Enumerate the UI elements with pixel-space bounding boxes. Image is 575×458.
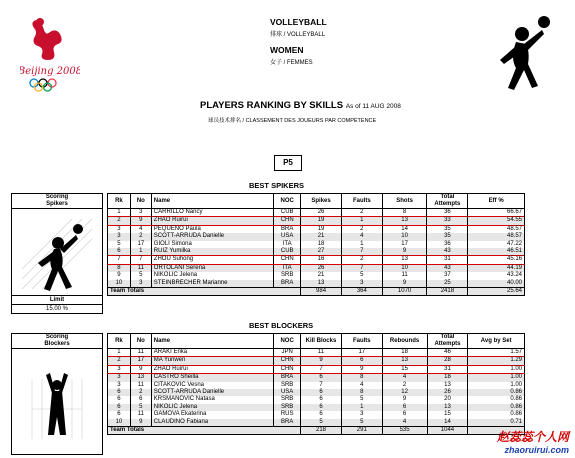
- cell-e: 1.57: [468, 349, 525, 357]
- table-row: [108, 404, 525, 411]
- blockers-side-panel: [11, 333, 103, 455]
- cell-c: 6: [382, 411, 427, 418]
- limit-value: 15.00 %: [12, 304, 102, 313]
- blocker-figure: [12, 349, 102, 453]
- cell-e: 0.86: [468, 404, 525, 411]
- col-spikes: Spikes: [301, 194, 342, 209]
- blockers-side-header: [12, 334, 102, 349]
- cell-a: 26: [301, 264, 342, 272]
- cell-name: GIOLI Simona: [151, 241, 273, 248]
- cell-no: 13: [130, 374, 151, 382]
- table-row: [108, 382, 525, 389]
- col-rebounds: Rebounds: [382, 334, 427, 349]
- cell-name: MA Yunwen: [151, 357, 273, 365]
- cell-b: 5: [341, 272, 382, 279]
- cell-noc: SRB: [274, 404, 301, 411]
- table-row: [108, 280, 525, 288]
- col-kill-blocks: Kill Blocks: [301, 334, 342, 349]
- col-noc: NOC: [274, 334, 301, 349]
- cell-name: STEINBRECHER Marianne: [151, 280, 273, 288]
- cell-d: 25: [427, 280, 468, 288]
- cell-c: 17: [382, 241, 427, 248]
- cell-c: 10: [382, 233, 427, 240]
- col-total-attempts: Total Attempts: [427, 194, 468, 209]
- cell-d: 43: [427, 248, 468, 256]
- as-of-date: As of 11 AUG 2008: [345, 103, 401, 110]
- cell-a: 19: [301, 217, 342, 225]
- col-noc: NOC: [274, 194, 301, 209]
- cell-no: 9: [130, 217, 151, 225]
- total-b: 291: [341, 427, 382, 435]
- spiker-icon: [12, 209, 100, 295]
- cell-a: 7: [301, 365, 342, 373]
- table-row: [108, 411, 525, 418]
- cell-b: 2: [341, 209, 382, 217]
- cell-no: 17: [130, 241, 151, 248]
- cell-d: 33: [427, 217, 468, 225]
- cell-d: 26: [427, 389, 468, 396]
- cell-b: 3: [341, 280, 382, 288]
- cell-no: 11: [130, 349, 151, 357]
- cell-no: 1: [130, 248, 151, 256]
- cell-b: 7: [341, 264, 382, 272]
- cell-no: 11: [130, 411, 151, 418]
- cell-name: KRSMANOVIC Natasa: [151, 396, 273, 403]
- cell-rk: 6: [108, 389, 131, 396]
- cell-b: 8: [341, 374, 382, 382]
- cell-c: 13: [382, 217, 427, 225]
- total-d: 2418: [427, 288, 468, 296]
- cell-rk: 6: [108, 396, 131, 403]
- cell-c: 13: [382, 357, 427, 365]
- cell-no: 2: [130, 389, 151, 396]
- col-no: No: [130, 194, 151, 209]
- cell-rk: 6: [108, 248, 131, 256]
- cell-noc: JPN: [274, 349, 301, 357]
- cell-d: 13: [427, 404, 468, 411]
- cell-name: GAMOVA Ekaterina: [151, 411, 273, 418]
- cell-name: ARAKI Erika: [151, 349, 273, 357]
- cell-noc: USA: [274, 233, 301, 240]
- spiker-figure: [12, 209, 102, 295]
- cell-e: 44.19: [468, 264, 525, 272]
- cell-d: 31: [427, 256, 468, 264]
- cell-noc: BRA: [274, 280, 301, 288]
- cell-d: 14: [427, 419, 468, 427]
- cell-name: ZHAO Ruirui: [151, 365, 273, 373]
- cell-rk: 10: [108, 280, 131, 288]
- cell-d: 43: [427, 264, 468, 272]
- team-totals-label: Team Totals: [108, 288, 301, 296]
- cell-no: 5: [130, 272, 151, 279]
- cell-b: 9: [341, 365, 382, 373]
- cell-noc: CUB: [274, 248, 301, 256]
- table-row: [108, 256, 525, 264]
- cell-name: PEQUENO Paula: [151, 225, 273, 233]
- cell-a: 21: [301, 272, 342, 279]
- cell-rk: 3: [108, 225, 131, 233]
- cell-no: 9: [130, 419, 151, 427]
- cell-c: 10: [382, 264, 427, 272]
- cell-b: 5: [341, 396, 382, 403]
- cell-rk: 6: [108, 404, 131, 411]
- col-name: Name: [151, 334, 273, 349]
- table-row: [108, 365, 525, 373]
- cell-noc: SRB: [274, 272, 301, 279]
- cell-name: NIKOLIC Jelena: [151, 404, 273, 411]
- cell-c: 9: [382, 396, 427, 403]
- beijing-2008-logo: [20, 12, 80, 92]
- cell-b: 2: [341, 225, 382, 233]
- spikers-section-title: BEST SPIKERS: [249, 181, 305, 190]
- col-avg-by-set: Avg by Set: [468, 334, 525, 349]
- cell-a: 6: [301, 411, 342, 418]
- spikers-side-panel: [11, 193, 103, 314]
- cell-a: 26: [301, 209, 342, 217]
- col-rk: Rk: [108, 334, 131, 349]
- team-totals-label: Team Totals: [108, 427, 301, 435]
- spikers-header-row: [108, 194, 525, 209]
- cell-b: 3: [341, 411, 382, 418]
- table-row: [108, 209, 525, 217]
- cell-a: 18: [301, 241, 342, 248]
- blockers-header-row: [108, 334, 525, 349]
- table-row: [108, 396, 525, 403]
- cell-no: 6: [130, 396, 151, 403]
- cell-noc: CHN: [274, 365, 301, 373]
- total-e: 25.64: [468, 288, 525, 296]
- table-row: [108, 241, 525, 248]
- cell-noc: SRB: [274, 396, 301, 403]
- cell-no: 17: [130, 357, 151, 365]
- table-row: [108, 349, 525, 357]
- cell-c: 14: [382, 225, 427, 233]
- cell-e: 48.57: [468, 233, 525, 240]
- cell-c: 12: [382, 389, 427, 396]
- cell-e: 0.86: [468, 389, 525, 396]
- volleyball-pictogram-icon: [486, 12, 556, 92]
- blockers-table: [107, 333, 525, 435]
- cell-rk: 1: [108, 349, 131, 357]
- table-row: [108, 389, 525, 396]
- cell-d: 13: [427, 382, 468, 389]
- total-c: 535: [382, 427, 427, 435]
- gender-subtitle: 女子 / FEMMES: [270, 60, 313, 66]
- cell-e: 66.67: [468, 209, 525, 217]
- cell-noc: RUS: [274, 411, 301, 418]
- team-totals-row: [108, 288, 525, 296]
- total-c: 1070: [382, 288, 427, 296]
- cell-d: 31: [427, 365, 468, 373]
- cell-name: RUIZ Yumilka: [151, 248, 273, 256]
- cell-a: 21: [301, 233, 342, 240]
- cell-d: 35: [427, 233, 468, 240]
- cell-noc: SRB: [274, 382, 301, 389]
- cell-c: 9: [382, 280, 427, 288]
- cell-a: 9: [301, 357, 342, 365]
- cell-e: 1.29: [468, 357, 525, 365]
- cell-e: 1.00: [468, 365, 525, 373]
- cell-c: 4: [382, 374, 427, 382]
- cell-a: 27: [301, 248, 342, 256]
- cell-no: 11: [130, 264, 151, 272]
- total-a: 218: [301, 427, 342, 435]
- cell-noc: CHN: [274, 217, 301, 225]
- cell-noc: BRA: [274, 374, 301, 382]
- cell-rk: 2: [108, 357, 131, 365]
- cell-e: 0.86: [468, 396, 525, 403]
- cell-a: 13: [301, 280, 342, 288]
- cell-no: 9: [130, 365, 151, 373]
- cell-rk: 1: [108, 209, 131, 217]
- cell-d: 28: [427, 357, 468, 365]
- cell-d: 20: [427, 396, 468, 403]
- cell-d: 36: [427, 209, 468, 217]
- cell-name: CASTRO Sheilla: [151, 374, 273, 382]
- cell-name: CARRILLO Nancy: [151, 209, 273, 217]
- cell-c: 11: [382, 272, 427, 279]
- watermark-cn: 赵蕊蕊个人网: [496, 430, 569, 444]
- cell-a: 11: [301, 349, 342, 357]
- blocker-icon: [12, 349, 100, 453]
- cell-b: 6: [341, 357, 382, 365]
- col-faults: Faults: [341, 194, 382, 209]
- col-total-attempts: Total Attempts: [427, 334, 468, 349]
- sport-title: VOLLEYBALL: [270, 17, 327, 27]
- cell-b: 1: [341, 217, 382, 225]
- cell-e: 1.00: [468, 374, 525, 382]
- cell-d: 36: [427, 241, 468, 248]
- cell-rk: 2: [108, 217, 131, 225]
- cell-name: ZHAO Ruirui: [151, 217, 273, 225]
- report-code: P5: [274, 155, 302, 171]
- cell-noc: ITA: [274, 264, 301, 272]
- col-eff: Eff %: [468, 194, 525, 209]
- cell-name: ORTOLANI Serena: [151, 264, 273, 272]
- cell-noc: ITA: [274, 241, 301, 248]
- gender-title: WOMEN: [270, 45, 304, 55]
- page-subtitle: 球员技术排名 / CLASSEMENT DES JOUEURS PAR COMPÉTENCE: [208, 118, 377, 124]
- cell-b: 17: [341, 349, 382, 357]
- table-row: [108, 248, 525, 256]
- side-label-scoring: Scoring: [45, 334, 69, 340]
- total-d: 1044: [427, 427, 468, 435]
- cell-rk: 3: [108, 382, 131, 389]
- team-totals-row: [108, 427, 525, 435]
- cell-b: 7: [341, 248, 382, 256]
- table-row: [108, 217, 525, 225]
- cell-name: SCOTT-ARRUDA Danielle: [151, 233, 273, 240]
- cell-e: 0.86: [468, 411, 525, 418]
- cell-rk: 9: [108, 272, 131, 279]
- cell-b: 5: [341, 419, 382, 427]
- cell-rk: 7: [108, 256, 131, 264]
- page-title: [200, 100, 401, 111]
- cell-d: 35: [427, 225, 468, 233]
- watermark-url: zhaoruirui.com: [504, 445, 569, 455]
- cell-rk: 5: [108, 241, 131, 248]
- cell-c: 4: [382, 419, 427, 427]
- cell-name: NIKOLIC Jelena: [151, 272, 273, 279]
- cell-e: 54.55: [468, 217, 525, 225]
- cell-c: 9: [382, 248, 427, 256]
- cell-d: 37: [427, 272, 468, 279]
- table-row: [108, 272, 525, 279]
- cell-c: 6: [382, 404, 427, 411]
- cell-noc: CUB: [274, 209, 301, 217]
- side-label-blockers: Blockers: [44, 341, 70, 347]
- cell-d: 18: [427, 374, 468, 382]
- cell-b: 2: [341, 256, 382, 264]
- cell-noc: CHN: [274, 357, 301, 365]
- col-shots: Shots: [382, 194, 427, 209]
- col-faults: Faults: [341, 334, 382, 349]
- total-b: 364: [341, 288, 382, 296]
- table-row: [108, 357, 525, 365]
- side-label-scoring: Scoring: [45, 194, 69, 200]
- cell-a: 6: [301, 389, 342, 396]
- spikers-side-header: [12, 194, 102, 209]
- cell-a: 6: [301, 374, 342, 382]
- spikers-table: [107, 193, 525, 296]
- cell-b: 4: [341, 382, 382, 389]
- sport-subtitle: 排球 / VOLLEYBALL: [270, 32, 326, 38]
- col-rk: Rk: [108, 194, 131, 209]
- cell-e: 1.00: [468, 382, 525, 389]
- cell-rk: 3: [108, 365, 131, 373]
- table-row: [108, 225, 525, 233]
- cell-e: 48.57: [468, 225, 525, 233]
- cell-b: 4: [341, 233, 382, 240]
- watermark: [497, 428, 569, 455]
- cell-b: 1: [341, 241, 382, 248]
- cell-d: 15: [427, 411, 468, 418]
- cell-e: 40.00: [468, 280, 525, 288]
- limit-label: Limit: [12, 295, 102, 304]
- cell-rk: 10: [108, 419, 131, 427]
- col-no: No: [130, 334, 151, 349]
- cell-noc: BRA: [274, 225, 301, 233]
- title-main: PLAYERS RANKING BY SKILLS: [200, 100, 344, 111]
- cell-c: 13: [382, 256, 427, 264]
- cell-name: CITAKOVIC Vesna: [151, 382, 273, 389]
- cell-rk: 8: [108, 264, 131, 272]
- cell-rk: 3: [108, 374, 131, 382]
- cell-a: 5: [301, 419, 342, 427]
- cell-name: ZHOU Suhong: [151, 256, 273, 264]
- cell-a: 16: [301, 256, 342, 264]
- cell-noc: CHN: [274, 256, 301, 264]
- cell-no: 5: [130, 404, 151, 411]
- cell-c: 15: [382, 365, 427, 373]
- cell-no: 3: [130, 280, 151, 288]
- table-row: [108, 374, 525, 382]
- cell-d: 46: [427, 349, 468, 357]
- cell-c: 18: [382, 349, 427, 357]
- table-row: [108, 419, 525, 427]
- cell-no: 11: [130, 382, 151, 389]
- cell-name: CLAUDINO Fabiana: [151, 419, 273, 427]
- cell-noc: USA: [274, 389, 301, 396]
- cell-a: 6: [301, 404, 342, 411]
- cell-e: 45.16: [468, 256, 525, 264]
- logo-text: Beijing 2008: [20, 66, 80, 77]
- cell-name: SCOTT-ARRUDA Danielle: [151, 389, 273, 396]
- side-label-spikers: Spikers: [46, 201, 68, 207]
- cell-e: 0.71: [468, 419, 525, 427]
- cell-e: 43.24: [468, 272, 525, 279]
- blockers-section-title: BEST BLOCKERS: [249, 321, 314, 330]
- cell-no: 2: [130, 233, 151, 240]
- cell-a: 19: [301, 225, 342, 233]
- cell-rk: 3: [108, 233, 131, 240]
- cell-b: 8: [341, 389, 382, 396]
- cell-rk: 6: [108, 411, 131, 418]
- cell-c: 8: [382, 209, 427, 217]
- total-a: 984: [301, 288, 342, 296]
- table-row: [108, 264, 525, 272]
- cell-e: 46.51: [468, 248, 525, 256]
- cell-no: 4: [130, 225, 151, 233]
- cell-b: 1: [341, 404, 382, 411]
- cell-noc: BRA: [274, 419, 301, 427]
- cell-no: 3: [130, 209, 151, 217]
- table-row: [108, 233, 525, 240]
- col-name: Name: [151, 194, 273, 209]
- cell-e: 47.22: [468, 241, 525, 248]
- cell-c: 2: [382, 382, 427, 389]
- cell-a: 7: [301, 382, 342, 389]
- cell-no: 7: [130, 256, 151, 264]
- cell-a: 6: [301, 396, 342, 403]
